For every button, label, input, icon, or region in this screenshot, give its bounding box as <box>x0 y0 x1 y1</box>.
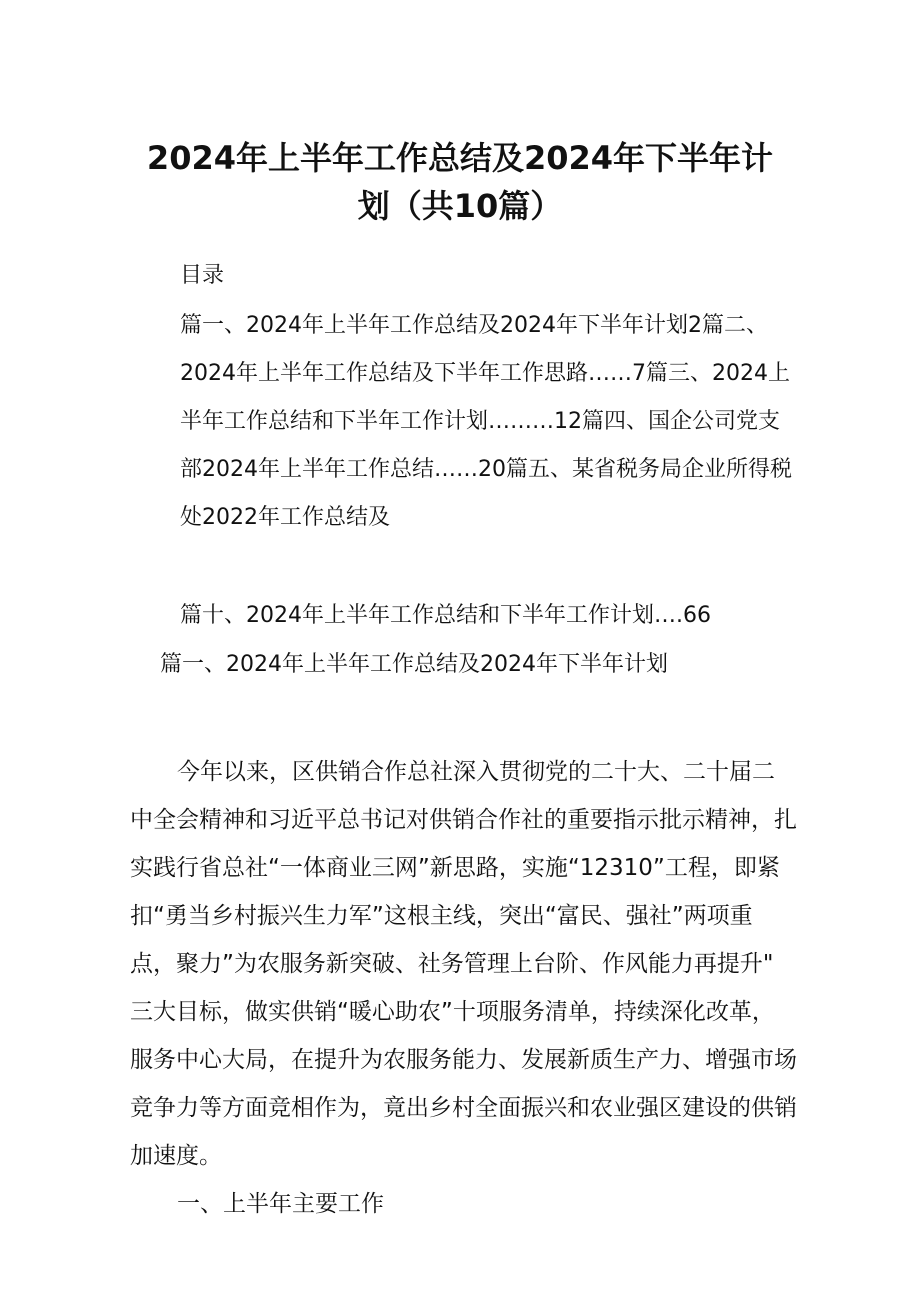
body-line: 三大目标，做实供销“暖心助农”十项服务清单，持续深化改革， <box>130 999 775 1025</box>
body-line: 实践行省总社“一体商业三网”新思路，实施“12310”工程，即紧 <box>130 855 780 881</box>
toc-line[interactable]: 部2024年上半年工作总结……20篇五、某省税务局企业所得税 <box>180 457 792 482</box>
body-line: 点，聚力”为农服务新突破、社务管理上台阶、作风能力再提升" <box>130 951 774 977</box>
toc-line-last[interactable]: 篇十、2024年上半年工作总结和下半年工作计划….66 <box>180 603 711 628</box>
toc-heading: 目录 <box>180 263 225 288</box>
toc-line[interactable]: 2024年上半年工作总结及下半年工作思路……7篇三、2024上 <box>180 361 790 386</box>
toc-line[interactable]: 半年工作总结和下半年工作计划………12篇四、国企公司党支 <box>180 409 780 434</box>
body-line: 加速度。 <box>130 1143 222 1169</box>
body-line: 服务中心大局，在提升为农服务能力、发展新质生产力、增强市场 <box>130 1047 797 1073</box>
section-title: 篇一、2024年上半年工作总结及2024年下半年计划 <box>160 652 668 677</box>
toc-line[interactable]: 处2022年工作总结及 <box>180 505 390 530</box>
body-line: 扣“勇当乡村振兴生力军”这根主线，突出“富民、强社”两项重 <box>130 903 753 929</box>
document-title-line-2: 划（共10篇） <box>357 187 563 225</box>
body-line: 中全会精神和习近平总书记对供销合作社的重要指示批示精神，扎 <box>130 807 797 833</box>
toc-line[interactable]: 篇一、2024年上半年工作总结及2024年下半年计划2篇二、 <box>180 313 768 338</box>
document-title-line-1: 2024年上半年工作总结及2024年下半年计 <box>146 139 774 177</box>
body-line: 今年以来，区供销合作总社深入贯彻党的二十大、二十届二 <box>177 759 775 785</box>
body-line: 竞争力等方面竞相作为，竟出乡村全面振兴和农业强区建设的供销 <box>130 1095 797 1121</box>
subheading: 一、上半年主要工作 <box>177 1191 384 1217</box>
